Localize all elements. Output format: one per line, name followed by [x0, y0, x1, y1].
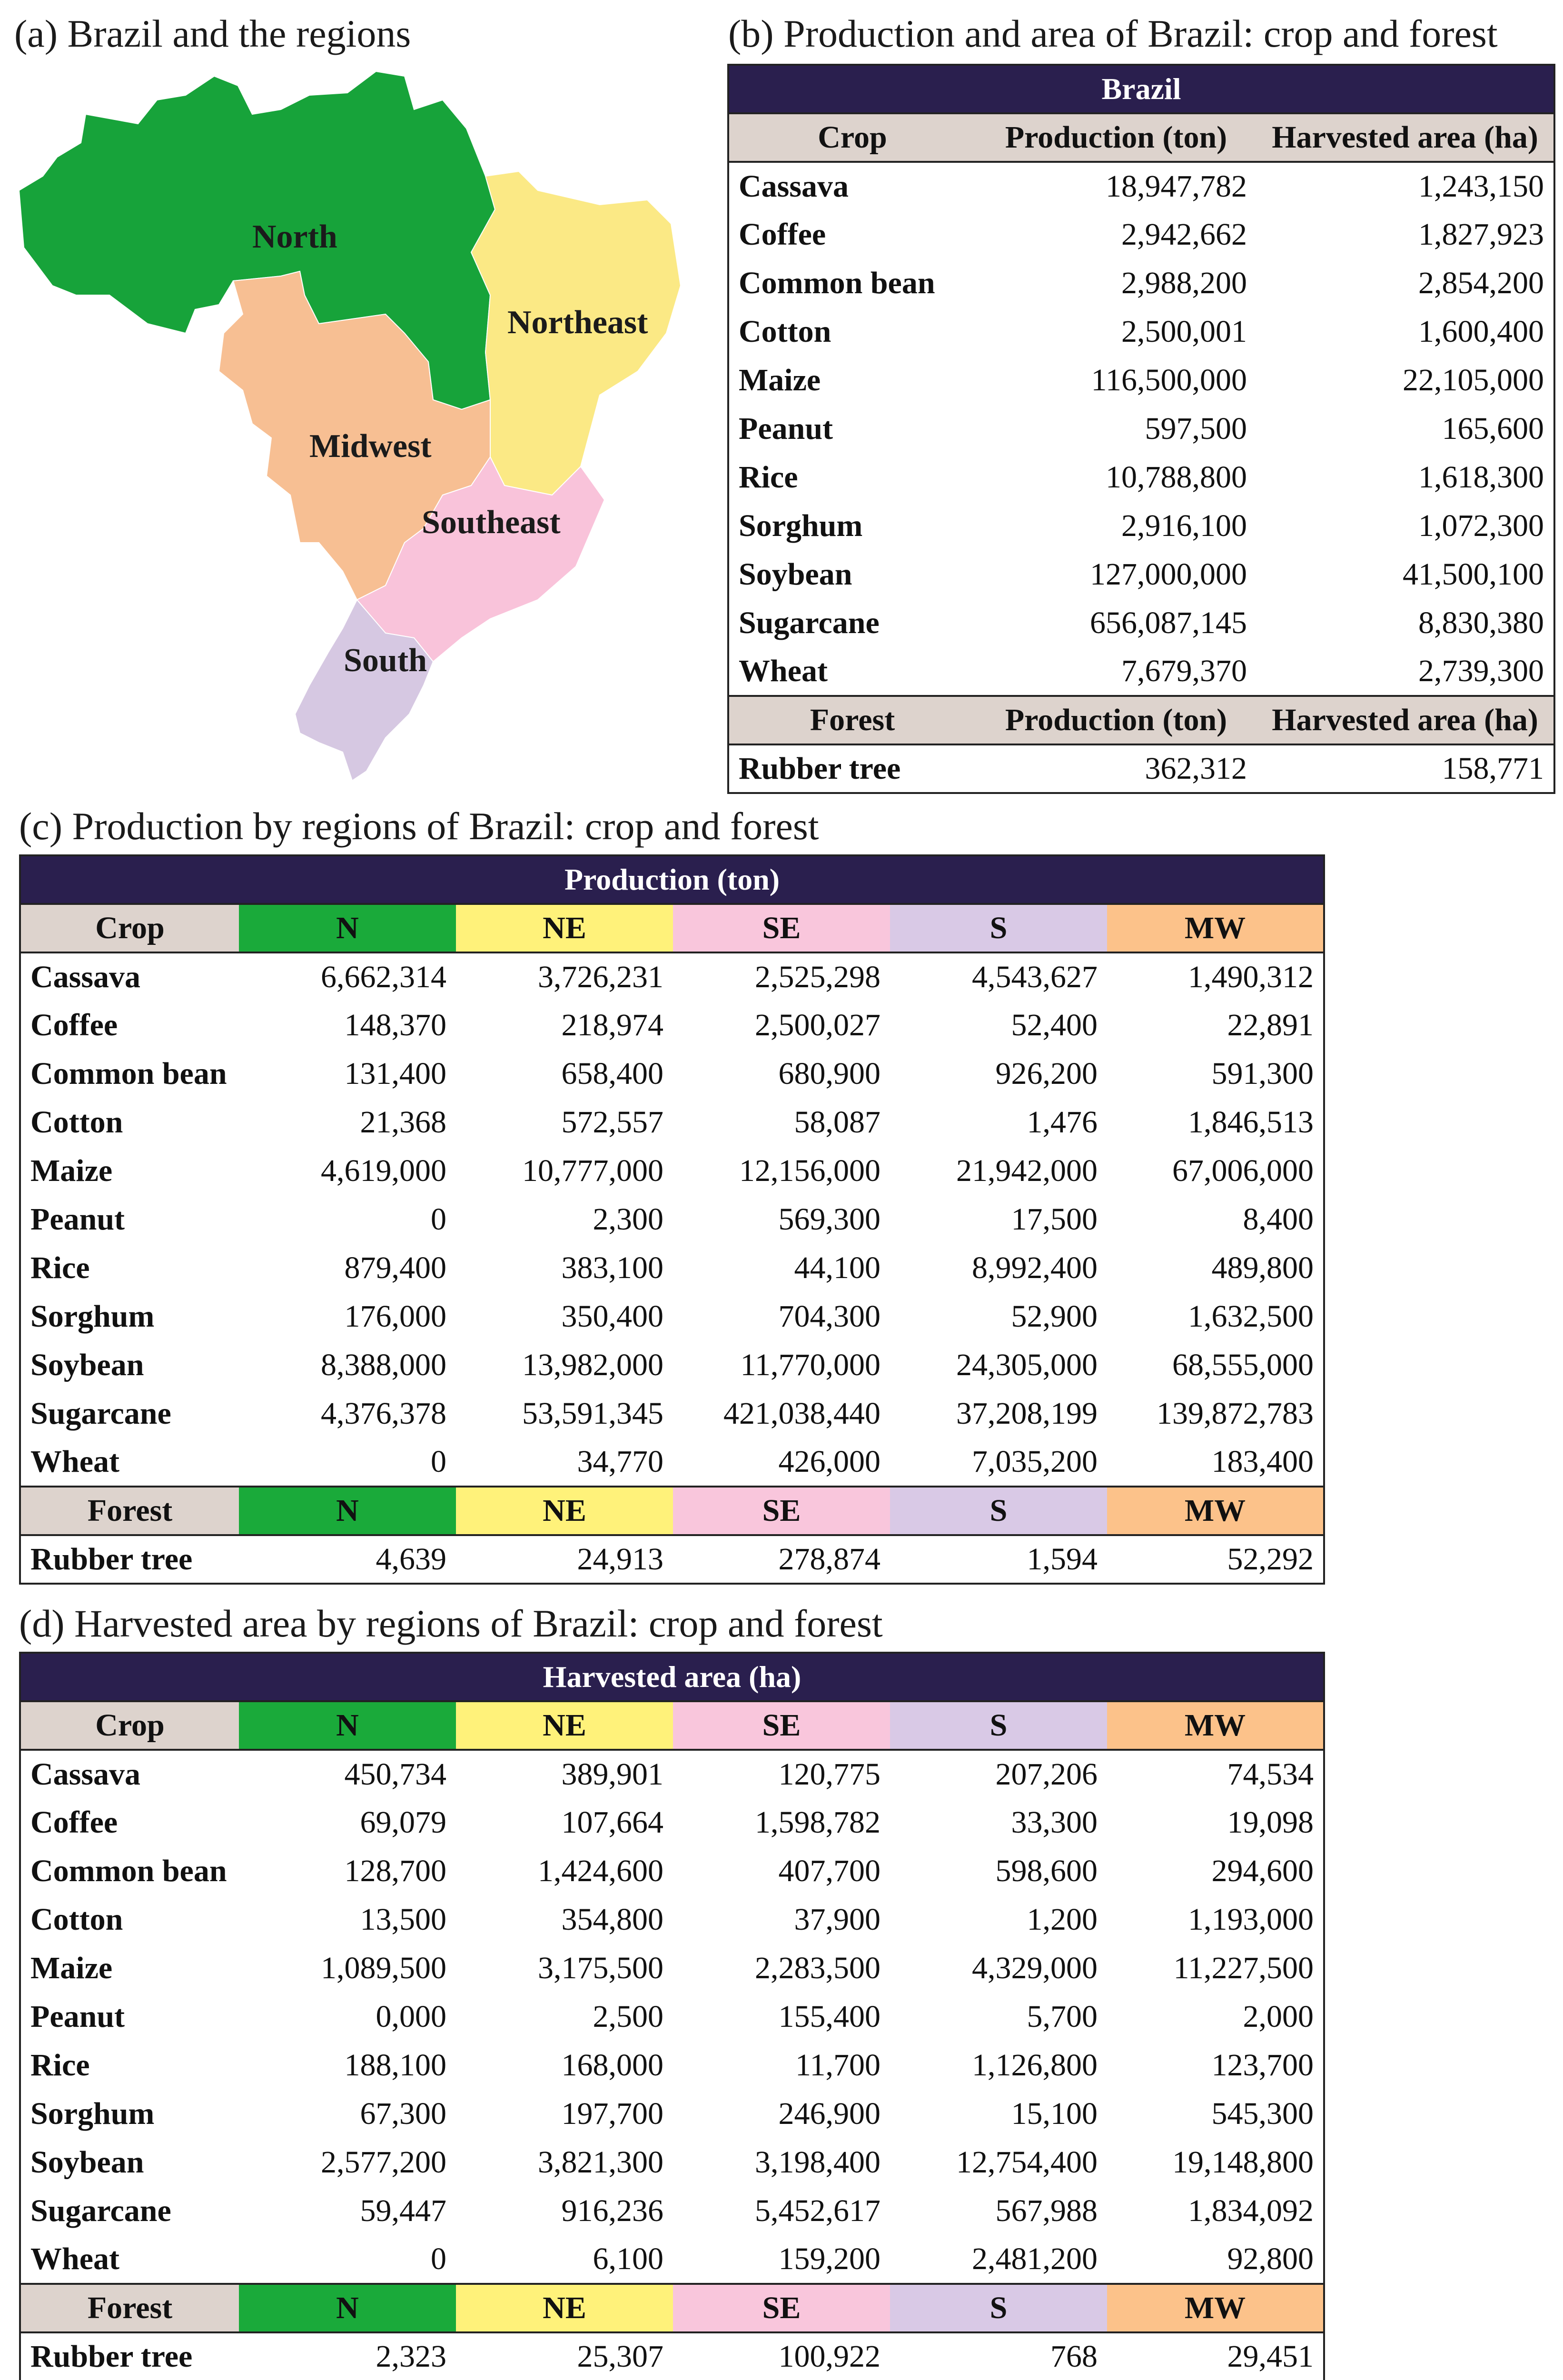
cell-value: 768 — [1050, 2339, 1098, 2374]
table-row — [20, 2138, 1324, 2187]
cell-value: 2,481,200 — [972, 2241, 1098, 2276]
column-header: N — [239, 1701, 456, 1750]
cell-value: 13,500 — [360, 1902, 446, 1937]
row-label: Maize — [30, 1153, 113, 1188]
table-row — [20, 1001, 1324, 1050]
table-row — [20, 1244, 1324, 1292]
cell-value: 567,988 — [995, 2193, 1098, 2228]
cell-value: 12,754,400 — [956, 2145, 1098, 2180]
row-label: Soybean — [30, 2145, 144, 2180]
cell-value: 74,534 — [1227, 1757, 1314, 1792]
column-header: Crop — [20, 1701, 239, 1750]
table-row — [20, 1341, 1324, 1389]
row-label: Sugarcane — [30, 2193, 171, 2228]
row-label: Rubber tree — [30, 2339, 193, 2374]
cell-value: 8,400 — [1243, 1202, 1314, 1237]
cell-value: 278,874 — [778, 1542, 880, 1577]
cell-value: 2,500 — [593, 1999, 663, 2034]
table-row — [20, 1944, 1324, 1993]
column-header: MW — [1107, 904, 1324, 952]
row-label: Common bean — [30, 1854, 227, 1888]
cell-value: 1,193,000 — [1188, 1902, 1314, 1937]
cell-value: 354,800 — [561, 1902, 663, 1937]
table-row — [728, 647, 1554, 696]
cell-value: 0 — [431, 2241, 446, 2276]
cell-value: 7,035,200 — [972, 1444, 1098, 1479]
cell-value: 2,577,200 — [321, 2145, 446, 2180]
cell-value: 572,557 — [561, 1105, 663, 1140]
column-header: MW — [1107, 2284, 1324, 2332]
cell-value: 1,243,150 — [1418, 169, 1544, 204]
cell-value: 1,632,500 — [1188, 1299, 1314, 1334]
table-row — [728, 356, 1554, 405]
table-row — [20, 1050, 1324, 1098]
cell-value: 658,400 — [561, 1056, 663, 1091]
row-label: Cotton — [30, 1902, 123, 1937]
table-row — [20, 2090, 1324, 2138]
cell-value: 218,974 — [561, 1008, 663, 1042]
column-header: NE — [456, 2284, 673, 2332]
cell-value: 656,087,145 — [1090, 605, 1247, 640]
cell-value: 29,451 — [1227, 2339, 1314, 2374]
cell-value: 1,072,300 — [1418, 508, 1544, 543]
cell-value: 18,947,782 — [1106, 169, 1247, 204]
row-label: Cassava — [739, 169, 849, 204]
row-label: Rice — [30, 1250, 90, 1285]
cell-value: 2,000 — [1243, 1999, 1314, 2034]
cell-value: 12,156,000 — [739, 1153, 880, 1188]
column-header: S — [890, 2284, 1107, 2332]
brazil-regions-map — [14, 67, 690, 781]
row-label: Coffee — [739, 217, 826, 252]
crop-header-row — [20, 904, 1324, 952]
column-header: N — [239, 2284, 456, 2332]
table-row — [20, 1993, 1324, 2041]
cell-value: 4,619,000 — [321, 1153, 446, 1188]
cell-value: 10,777,000 — [522, 1153, 663, 1188]
column-header: Crop — [728, 113, 976, 162]
table-title: Brazil — [728, 65, 1554, 113]
crop-header-row — [728, 113, 1554, 162]
column-header: SE — [673, 2284, 890, 2332]
cell-value: 4,329,000 — [972, 1951, 1098, 1985]
table-row — [20, 952, 1324, 1001]
cell-value: 24,305,000 — [956, 1348, 1098, 1382]
cell-value: 41,500,100 — [1403, 557, 1544, 592]
table-row — [20, 1195, 1324, 1244]
cell-value: 37,900 — [794, 1902, 880, 1937]
cell-value: 6,662,314 — [321, 960, 446, 994]
cell-value: 44,100 — [794, 1250, 880, 1285]
cell-value: 13,982,000 — [522, 1348, 663, 1382]
row-label: Maize — [739, 363, 821, 397]
row-label: Sugarcane — [739, 605, 880, 640]
cell-value: 21,368 — [360, 1105, 446, 1140]
forest-header-row — [20, 1487, 1324, 1535]
column-header: MW — [1107, 1701, 1324, 1750]
cell-value: 116,500,000 — [1091, 363, 1247, 397]
cell-value: 165,600 — [1442, 411, 1544, 446]
cell-value: 197,700 — [561, 2096, 663, 2131]
cell-value: 19,148,800 — [1172, 2145, 1314, 2180]
cell-value: 2,916,100 — [1121, 508, 1247, 543]
cell-value: 0,000 — [376, 1999, 446, 2034]
cell-value: 8,830,380 — [1418, 605, 1544, 640]
cell-value: 58,087 — [794, 1105, 880, 1140]
row-label: Soybean — [739, 557, 852, 592]
cell-value: 5,700 — [1027, 1999, 1098, 2034]
row-label: Rice — [739, 460, 798, 495]
table-row — [728, 599, 1554, 647]
cell-value: 2,323 — [376, 2339, 446, 2374]
table-row — [728, 210, 1554, 259]
cell-value: 926,200 — [995, 1056, 1098, 1091]
cell-value: 1,600,400 — [1418, 314, 1544, 349]
cell-value: 1,598,782 — [755, 1805, 880, 1840]
cell-value: 159,200 — [778, 2241, 880, 2276]
table-title-row — [20, 1653, 1324, 1701]
row-label: Peanut — [30, 1202, 125, 1237]
row-label: Peanut — [739, 411, 833, 446]
cell-value: 916,236 — [561, 2193, 663, 2228]
cell-value: 127,000,000 — [1090, 557, 1247, 592]
cell-value: 383,100 — [561, 1250, 663, 1285]
cell-value: 1,490,312 — [1188, 960, 1314, 994]
cell-value: 0 — [431, 1202, 446, 1237]
cell-value: 421,038,440 — [723, 1396, 880, 1431]
cell-value: 52,292 — [1227, 1542, 1314, 1577]
row-label: Coffee — [30, 1805, 118, 1840]
cell-value: 362,312 — [1145, 751, 1247, 786]
cell-value: 52,400 — [1011, 1008, 1098, 1042]
cell-value: 591,300 — [1211, 1056, 1314, 1091]
cell-value: 183,400 — [1211, 1444, 1314, 1479]
row-label: Coffee — [30, 1008, 118, 1042]
caption-a: (a) Brazil and the regions — [14, 12, 411, 55]
column-header: S — [890, 904, 1107, 952]
column-header: SE — [673, 1487, 890, 1535]
table-title-row — [20, 855, 1324, 904]
row-label: Wheat — [30, 2241, 119, 2276]
column-header: NE — [456, 904, 673, 952]
cell-value: 19,098 — [1227, 1805, 1314, 1840]
caption-d: (d) Harvested area by regions of Brazil: crop and forest — [19, 1602, 883, 1645]
cell-value: 168,000 — [561, 2048, 663, 2082]
row-label: Cassava — [30, 960, 141, 994]
cell-value: 426,000 — [778, 1444, 880, 1479]
caption-c: (c) Production by regions of Brazil: crop and forest — [19, 804, 819, 848]
region-label-southeast: Southeast — [422, 504, 561, 541]
column-header: Production (ton) — [976, 696, 1256, 744]
cell-value: 2,942,662 — [1121, 217, 1247, 252]
table-title: Harvested area (ha) — [20, 1653, 1324, 1701]
region-label-northeast: Northeast — [507, 304, 648, 341]
table-row — [728, 405, 1554, 453]
cell-value: 450,734 — [344, 1757, 446, 1792]
row-label: Sugarcane — [30, 1396, 171, 1431]
cell-value: 100,922 — [778, 2339, 880, 2374]
cell-value: 2,854,200 — [1418, 266, 1544, 300]
column-header: MW — [1107, 1487, 1324, 1535]
cell-value: 1,834,092 — [1188, 2193, 1314, 2228]
cell-value: 22,891 — [1227, 1008, 1314, 1042]
table-row — [728, 259, 1554, 307]
table-row — [20, 1750, 1324, 1798]
cell-value: 680,900 — [778, 1056, 880, 1091]
cell-value: 704,300 — [778, 1299, 880, 1334]
row-label: Cotton — [30, 1105, 123, 1140]
cell-value: 139,872,783 — [1157, 1396, 1314, 1431]
table-row — [20, 2332, 1324, 2380]
cell-value: 2,525,298 — [755, 960, 880, 994]
forest-header-row — [728, 696, 1554, 744]
cell-value: 489,800 — [1211, 1250, 1314, 1285]
cell-value: 148,370 — [344, 1008, 446, 1042]
row-label: Common bean — [739, 266, 935, 300]
cell-value: 389,901 — [561, 1757, 663, 1792]
cell-value: 1,424,600 — [538, 1854, 663, 1888]
column-header: N — [239, 904, 456, 952]
row-label: Wheat — [30, 1444, 119, 1479]
cell-value: 294,600 — [1211, 1854, 1314, 1888]
table-row — [728, 162, 1554, 210]
table-row — [728, 453, 1554, 502]
cell-value: 7,679,370 — [1121, 654, 1247, 688]
cell-value: 879,400 — [344, 1250, 446, 1285]
cell-value: 1,089,500 — [321, 1951, 446, 1985]
cell-value: 3,821,300 — [538, 2145, 663, 2180]
table-row — [20, 1895, 1324, 1944]
cell-value: 33,300 — [1011, 1805, 1098, 1840]
cell-value: 107,664 — [561, 1805, 663, 1840]
cell-value: 34,770 — [577, 1444, 663, 1479]
column-header: S — [890, 1701, 1107, 1750]
row-label: Cassava — [30, 1757, 141, 1792]
table-title-row — [728, 65, 1554, 113]
cell-value: 2,300 — [593, 1202, 663, 1237]
cell-value: 15,100 — [1011, 2096, 1098, 2131]
column-header: Production (ton) — [976, 113, 1256, 162]
cell-value: 5,452,617 — [755, 2193, 880, 2228]
table-row — [20, 1147, 1324, 1195]
cell-value: 2,500,027 — [755, 1008, 880, 1042]
column-header: N — [239, 1487, 456, 1535]
table-brazil-totals — [727, 64, 1555, 794]
cell-value: 1,594 — [1027, 1542, 1098, 1577]
cell-value: 207,206 — [995, 1757, 1098, 1792]
column-header: Forest — [20, 1487, 239, 1535]
table-row — [20, 1847, 1324, 1895]
cell-value: 2,500,001 — [1121, 314, 1247, 349]
cell-value: 4,639 — [376, 1542, 446, 1577]
cell-value: 6,100 — [593, 2241, 663, 2276]
table-row — [20, 1535, 1324, 1584]
table-row — [20, 1438, 1324, 1487]
cell-value: 24,913 — [577, 1542, 663, 1577]
crop-header-row — [20, 1701, 1324, 1750]
cell-value: 53,591,345 — [522, 1396, 663, 1431]
region-label-south: South — [344, 642, 427, 679]
row-label: Soybean — [30, 1348, 144, 1382]
cell-value: 52,900 — [1011, 1299, 1098, 1334]
cell-value: 128,700 — [344, 1854, 446, 1888]
cell-value: 37,208,199 — [956, 1396, 1098, 1431]
cell-value: 1,126,800 — [972, 2048, 1098, 2082]
column-header: Forest — [728, 696, 976, 744]
cell-value: 569,300 — [778, 1202, 880, 1237]
brazil-map-svg — [14, 67, 690, 781]
cell-value: 25,307 — [577, 2339, 663, 2374]
column-header: Crop — [20, 904, 239, 952]
cell-value: 597,500 — [1145, 411, 1247, 446]
cell-value: 0 — [431, 1444, 446, 1479]
table-row — [20, 2235, 1324, 2284]
row-label: Sorghum — [30, 1299, 155, 1334]
cell-value: 4,543,627 — [972, 960, 1098, 994]
cell-value: 176,000 — [344, 1299, 446, 1334]
table-row — [20, 2041, 1324, 2090]
cell-value: 67,006,000 — [1172, 1153, 1314, 1188]
cell-value: 120,775 — [778, 1757, 880, 1792]
column-header: Harvested area (ha) — [1256, 113, 1554, 162]
cell-value: 11,700 — [795, 2048, 880, 2082]
cell-value: 131,400 — [344, 1056, 446, 1091]
table-row — [728, 502, 1554, 550]
table-title: Production (ton) — [20, 855, 1324, 904]
cell-value: 158,771 — [1442, 751, 1544, 786]
column-header: S — [890, 1487, 1107, 1535]
cell-value: 155,400 — [778, 1999, 880, 2034]
column-header: SE — [673, 904, 890, 952]
cell-value: 11,770,000 — [740, 1348, 880, 1382]
cell-value: 3,198,400 — [755, 2145, 880, 2180]
cell-value: 69,079 — [360, 1805, 446, 1840]
region-label-north: North — [252, 218, 337, 255]
cell-value: 10,788,800 — [1106, 460, 1247, 495]
row-label: Sorghum — [30, 2096, 155, 2131]
cell-value: 3,726,231 — [538, 960, 663, 994]
cell-value: 8,388,000 — [321, 1348, 446, 1382]
cell-value: 598,600 — [995, 1854, 1098, 1888]
cell-value: 8,992,400 — [972, 1250, 1098, 1285]
cell-value: 123,700 — [1211, 2048, 1314, 2082]
row-label: Wheat — [739, 654, 828, 688]
forest-header-row — [20, 2284, 1324, 2332]
cell-value: 1,827,923 — [1418, 217, 1544, 252]
caption-b: (b) Production and area of Brazil: crop and forest — [728, 12, 1498, 55]
row-label: Sorghum — [739, 508, 863, 543]
cell-value: 92,800 — [1227, 2241, 1314, 2276]
cell-value: 188,100 — [344, 2048, 446, 2082]
cell-value: 11,227,500 — [1173, 1951, 1314, 1985]
cell-value: 545,300 — [1211, 2096, 1314, 2131]
column-header: Forest — [20, 2284, 239, 2332]
cell-value: 350,400 — [561, 1299, 663, 1334]
row-label: Cotton — [739, 314, 831, 349]
cell-value: 2,283,500 — [755, 1951, 880, 1985]
table-area-by-region — [19, 1652, 1325, 2380]
table-row — [728, 307, 1554, 356]
cell-value: 4,376,378 — [321, 1396, 446, 1431]
table-row — [728, 744, 1554, 793]
cell-value: 1,846,513 — [1188, 1105, 1314, 1140]
cell-value: 407,700 — [778, 1854, 880, 1888]
cell-value: 68,555,000 — [1172, 1348, 1314, 1382]
column-header: SE — [673, 1701, 890, 1750]
table-row — [20, 1389, 1324, 1438]
column-header: NE — [456, 1701, 673, 1750]
cell-value: 21,942,000 — [956, 1153, 1098, 1188]
cell-value: 1,618,300 — [1418, 460, 1544, 495]
row-label: Maize — [30, 1951, 113, 1985]
cell-value: 1,476 — [1027, 1105, 1098, 1140]
row-label: Rubber tree — [739, 751, 901, 786]
cell-value: 22,105,000 — [1403, 363, 1544, 397]
cell-value: 3,175,500 — [538, 1951, 663, 1985]
table-row — [20, 1798, 1324, 1847]
cell-value: 1,200 — [1027, 1902, 1098, 1937]
row-label: Common bean — [30, 1056, 227, 1091]
row-label: Rubber tree — [30, 1542, 193, 1577]
cell-value: 2,988,200 — [1121, 266, 1247, 300]
table-row — [20, 2187, 1324, 2235]
table-row — [728, 550, 1554, 599]
region-label-midwest: Midwest — [309, 428, 432, 465]
cell-value: 59,447 — [360, 2193, 446, 2228]
column-header: NE — [456, 1487, 673, 1535]
table-row — [20, 1292, 1324, 1341]
cell-value: 246,900 — [778, 2096, 880, 2131]
table-production-by-region — [19, 854, 1325, 1585]
cell-value: 17,500 — [1011, 1202, 1098, 1237]
row-label: Rice — [30, 2048, 90, 2082]
cell-value: 2,739,300 — [1418, 654, 1544, 688]
table-row — [20, 1098, 1324, 1147]
column-header: Harvested area (ha) — [1256, 696, 1554, 744]
row-label: Peanut — [30, 1999, 125, 2034]
cell-value: 67,300 — [360, 2096, 446, 2131]
